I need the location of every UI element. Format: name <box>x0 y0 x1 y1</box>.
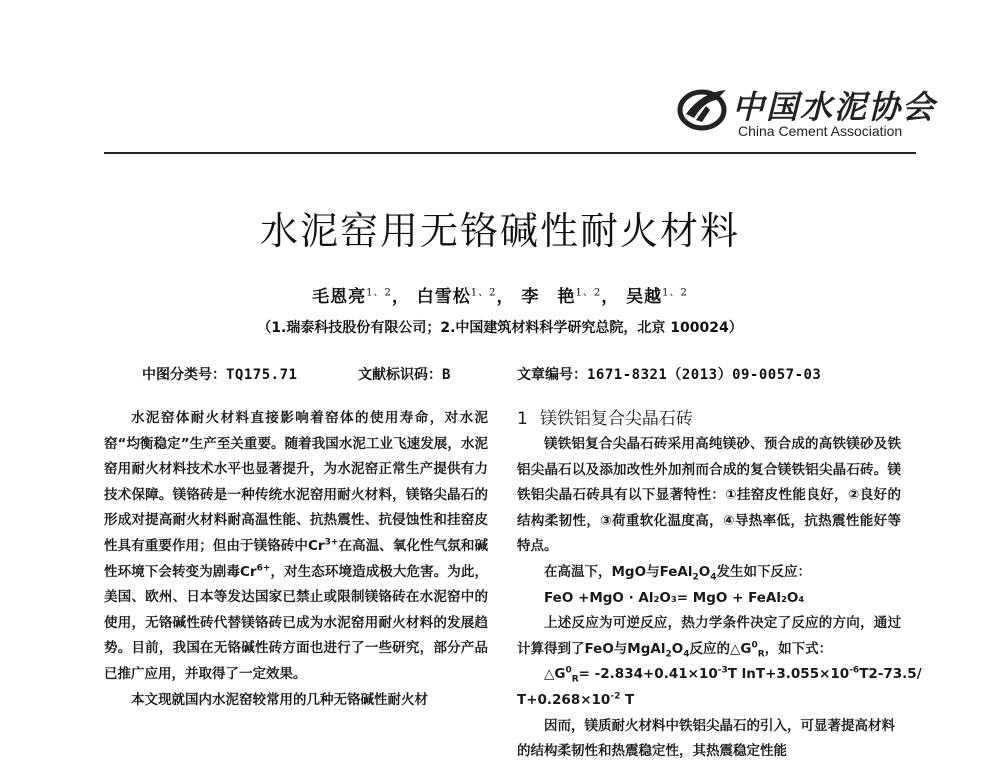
text-part: 反应的△G <box>689 640 752 657</box>
affiliation-line: （1.瑞泰科技股份有限公司；2.中国建筑材料科学研究总院，北京 100024） <box>257 320 743 336</box>
left-column <box>104 406 488 713</box>
subscript: R <box>571 675 579 686</box>
section-title: 镁铁铝复合尖晶石砖 <box>539 409 693 429</box>
reaction-intro <box>517 560 901 586</box>
china-cement-association-logo <box>676 82 937 142</box>
subscript: 4 <box>710 572 717 583</box>
author-name: 李 艳 <box>521 287 576 307</box>
eq-part: T lnT+3.055×10 <box>727 666 850 683</box>
intro-paragraph-2: 本文现就国内水泥窑较常用的几种无铬碱性耐火材 <box>131 691 428 708</box>
author-affiliation-mark: 1、2 <box>366 287 392 299</box>
gibbs-equation-line-2 <box>517 688 901 714</box>
section-paragraph: 镁铁铝复合尖晶石砖采用高纯镁砂、预合成的高铁镁砂及铁铝尖晶石以及添加改性外加剂而合成的复合镁铁铝尖晶石砖。镁铁铝尖晶石砖具有以下显著特性：①挂窑皮性能良好，②良好的结构柔韧性，③荷重软化温度高，④导热率低，抗热震性能好等特点。 <box>517 436 901 555</box>
superscript: 0 <box>565 665 572 676</box>
article-number <box>517 364 821 384</box>
intro-text-part: 水泥窑体耐火材料直接影响着窑体的使用寿命，对水泥窑“均衡稳定”生产至关重要。随着我国水泥工业飞速发展，水泥窑用耐火材料技术水平也显著提升，为水泥窑正常生产提供有力技术保障。镁铬砖是一种传统水泥窑用耐火材料，镁铬尖晶石的形成对提高耐火材料耐高温性能、抗热震性、抗侵蚀性和挂窑皮性具有重要作用；但由于镁铬砖中Cr <box>104 410 488 554</box>
text-part: 上述反应为可逆反应，热力学条件决定了反应的方向，通过计算得到了FeO与MgAl <box>517 615 901 657</box>
intro-paragraph <box>104 406 488 688</box>
eq-part: T+0.268×10 <box>517 691 611 708</box>
superscript: 0 <box>751 640 758 651</box>
document-code-value: B <box>442 367 451 383</box>
superscript: -3 <box>717 665 728 676</box>
superscript: -6 <box>849 665 860 676</box>
document-code-label: 文献标识码： <box>358 367 442 383</box>
thermo-paragraph <box>517 611 901 662</box>
document-code <box>358 364 451 384</box>
logo-english-text: China Cement Association <box>738 123 903 139</box>
header-divider <box>104 152 916 154</box>
clc-label: 中图分类号： <box>142 367 226 383</box>
author-affiliation-mark: 1、2 <box>662 287 688 299</box>
clc-number <box>142 364 297 384</box>
author-list <box>0 282 1000 307</box>
article-number-label: 文章编号： <box>517 367 587 383</box>
eq-part: = -2.834+0.41×10 <box>578 666 718 683</box>
eq-part: T2-73.5/ <box>859 666 922 683</box>
text-part: O <box>698 563 711 580</box>
subscript: 4 <box>683 649 690 660</box>
superscript: 3+ <box>324 537 339 548</box>
cement-association-emblem-icon <box>676 84 730 132</box>
subscript: 2 <box>665 649 672 660</box>
intro-text-part: ，对生态环境造成极大危害。为此，美国、欧州、日本等发达国家已禁止或限制镁铬砖在水泥窑中的使用，无铬碱性砖代替镁铬砖已成为水泥窑用耐火材料的发展趋势。目前，我国在无铬碱性砖方面也进行了一些研究，部分产品已推广应用，并取得了一定效果。 <box>104 563 488 682</box>
subscript: 2 <box>692 572 699 583</box>
article-number-value: 1671-8321（2013）09-0057-03 <box>587 367 822 383</box>
superscript: -2 <box>610 691 621 702</box>
clc-value: TQ175.71 <box>226 367 298 383</box>
author-affiliation-mark: 1、2 <box>575 287 602 299</box>
eq-part: T <box>620 691 635 708</box>
author-name: 白雪松 <box>416 287 471 307</box>
author-separator: ， <box>391 287 410 307</box>
intro-text-part: 在高温、氧化性气氛和碱性环境下会转变为剧毒Cr <box>104 537 488 580</box>
article-title: 水泥窑用无铬碱性耐火材料 <box>259 209 740 253</box>
superscript: 6+ <box>256 563 271 574</box>
text-part: 在高温下，MgO与FeAl <box>544 563 693 580</box>
text-part: ，如下式： <box>764 640 833 657</box>
reaction-equation: FeO +MgO · Al₂O₃= MgO + FeAl₂O₄ <box>544 589 805 606</box>
eq-part: △G <box>544 666 566 683</box>
author-affiliation-mark: 1、2 <box>470 287 497 299</box>
author-name: 吴越 <box>626 287 663 307</box>
section-number: 1 <box>517 409 528 429</box>
text-part: 发生如下反应： <box>716 563 811 580</box>
section-heading <box>517 406 901 432</box>
right-column <box>517 406 922 765</box>
subscript: R <box>757 649 765 660</box>
author-separator: ， <box>496 287 515 307</box>
author-separator: ， <box>601 287 620 307</box>
author-name: 毛恩亮 <box>312 287 367 307</box>
conclusion-paragraph: 因而，镁质耐火材料中铁铝尖晶石的引入，可显著提高材料的结构柔韧性和热震稳定性，其热震稳定性能 <box>517 717 895 760</box>
logo-chinese-text: 中国水泥协会 <box>732 88 937 126</box>
text-part: O <box>671 640 684 657</box>
gibbs-equation-line-1 <box>517 662 922 688</box>
